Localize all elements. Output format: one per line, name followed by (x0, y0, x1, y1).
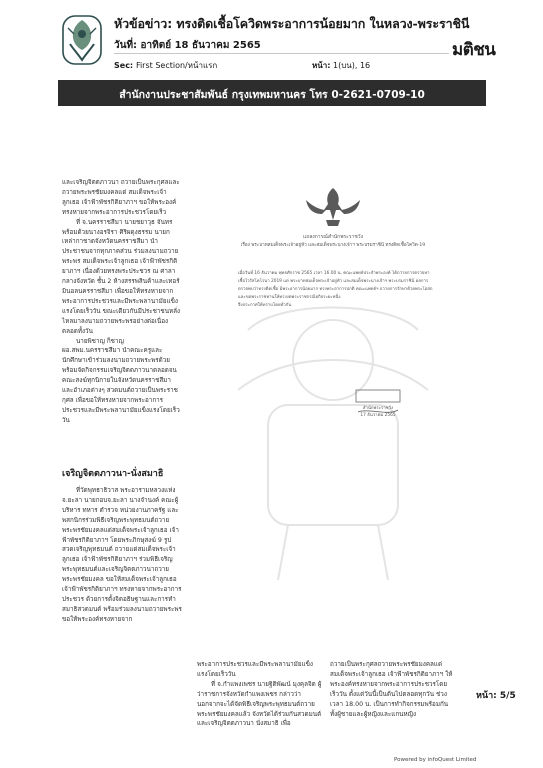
paragraph: พระอาการประชวรและมีพระพลานามัยแข็งแรงโดยเร็ววัน (197, 661, 313, 678)
royal-announcement-image (198, 180, 468, 650)
column-1-continued (62, 486, 182, 625)
agency-text: สำนักงานประชาสัมพันธ์ กรุงเทพมหานคร โทร 0-2621-0709-10 (119, 89, 425, 101)
bma-logo-icon (60, 14, 104, 66)
letter-body: เมื่อวันที่ 16 ธันวาคม พุทธศักราช 2565 เวลา 16.00 น. คณะแพทย์ประจำพระองค์ ได้ถวายการตรวจหาเชื้อไวรัสโคโรนา 2019 แด่ พระบาทสมเด็จพระเจ้าอยู่หัว และสมเด็จพระนางเจ้าฯ พระบรมราชินี ผลการตรวจพบว่าทรงติดเชื้อ มีพระอาการน้อยมาก ทรงพระอาการปกติ คณะแพทย์ฯ ถวายการรักษาด้วยพระโอสถ และขอพระราชทานให้ทรงงดพระราชกรณียกิจระยะหนึ่ง จึงประกาศให้ทราบโดยทั่วกัน (238, 271, 433, 308)
subheading: เจริญจิตตภาวนา-นั่งสมาธิ (62, 469, 164, 479)
paragraph: ที่วัดพุทธาธิวาส พระอารามหลวงแห่ง จ.ยะลา นายกอบจ.ยะลา นางจำนงค์ คณะผู้บริหาร ทหาร ตำรวจ หน่วยงานภาครัฐ และพสกนิกรร่วมพิธีเจริญพระพุทธมนต์ถวายพระพรชัยมงคลแด่สมเด็จพระเจ้าลูกเธอ เจ้าฟ้าพัชรกิติยาภาฯ โดยพระภิกษุสงฆ์ 9 รูป สวดเจริญพุทธมนต์ ถวายแด่สมเด็จพระเจ้าลูกเธอ เจ้าฟ้าพัชรกิติยาภาฯ ร่วมพิธีเจริญพระพุทธมนต์และเจริญจิตตภาวนาถวายพระพรชัยมงคล ขอให้สมเด็จพระเจ้าลูกเธอ เจ้าฟ้าพัชรกิติยาภาฯ ทรงหายจากพระอาการประชวร ด้วยการตั้งจิตอธิษฐานและการทำสมาธิสวดมนต์ พร้อมร่วมลงนามถวายพระพร ขอให้พระองค์ทรงหายจาก (62, 487, 182, 623)
column-3 (330, 660, 455, 719)
header-divider (114, 53, 449, 54)
paragraph: ที่ จ.กำแพงเพชร นายฐิติพัฒน์ มุงคุลจิต ผู้ว่าราชการจังหวัดกำแพงเพชร กล่าวว่า นอกจากจะได้จัดพิธีเจริญพระพุทธมนต์ถวายพระพรชัยมงคลแล้ว จังหวัดได้ร่วมกันสวดมนต์และเจริญจิตตภาวนา นั่งสมาธิ เพื่อ (197, 680, 322, 728)
paragraph: และเจริญจิตตภาวนา ถวายเป็นพระกุศลและถวายพระพรชัยมงคลแด่ สมเด็จพระเจ้าลูกเธอ เจ้าฟ้าพัชรกิติยาภาฯ ขอให้พระองค์ทรงหายจากพระอาการประชวรโดยเร็ว (62, 179, 180, 216)
news-page: หน้า: 1(บน), 16 (312, 61, 371, 70)
column-2 (197, 660, 322, 729)
letter-subject: เรื่อง พระบาทสมเด็จพระเจ้าอยู่หัว และสมเด็จพระนางเจ้าฯ พระบรมราชินี ทรงติดเชื้อโควิด-19 (240, 243, 426, 248)
letter-signature: สำนักพระราชวัง 17 ธันวาคม 2565 (360, 406, 396, 418)
garuda-emblem-icon (198, 180, 468, 650)
paragraph: ถวายเป็นพระกุศลถวายพระพรชัยมงคลแด่สมเด็จพระเจ้าลูกเธอ เจ้าฟ้าพัชรกิติยาภาฯ ให้พระองค์ทรงหายจากพระอาการประชวรโดยเร็ววัน ตั้งแต่วันนี้เป็นต้นไปตลอดทุกวัน ช่วงเวลา 18.00 น. เป็นการทำกิจกรรมพร้อมกันทั้งผู้ชายและผู้หญิงและแกนหญิง (330, 661, 453, 718)
agency-banner (58, 80, 486, 106)
news-title: หัวข้อข่าว: ทรงติดเชื้อโควิดพระอาการน้อยมาก ในหลวง-พระราชินี (114, 16, 470, 31)
news-section: Sec: First Section/หน้าแรก (114, 61, 218, 70)
publication-name: มติชน (452, 40, 496, 60)
news-date: วันที่: อาทิตย์ 18 ธันวาคม 2565 (114, 40, 261, 51)
letter-heading: แถลงการณ์สำนักพระราชวัง (302, 234, 364, 240)
powered-by-text: Powered by infoQuest Limited (394, 757, 477, 763)
page-number: หน้า: 5/5 (476, 691, 516, 701)
column-1 (62, 178, 182, 426)
paragraph: นายพิชาญ ก็ชาญ ผอ.สพม.นครราชสีมา นำคณะครูและนักศึกษาเข้าร่วมลงนามถวายพระพรด้วย พร้อมจัดกิจกรรมเจริญจิตตภาวนาตลอดจนคณะสงฆ์ทุกนิกายในจังหวัดนครราชสีมาและอำเภอต่างๆ สวดมนต์ถวายเป็นพระราชกุศล เพื่อขอให้ทรงหายจากพระอาการประชวรและมีพระพลานามัยแข็งแรงโดยเร็ววัน (62, 337, 180, 424)
paragraph: ที่ จ.นครราชสีมา นายชยาวุธ จันทร พร้อมด้วยนางอรจิรา ศิริผดุงธรรม นายกเหล่ากาชาดจังหวัดนครราชสีมา นำประชาชนจากทุกภาคส่วน ร่วมลงนามถวายพระพร สมเด็จพระเจ้าลูกเธอ เจ้าฟ้าพัชรกิติยาภาฯ เนื่องด้วยทรงพระประชวร ณ ศาลากลางจังหวัด ชั้น 2 ห้างสรรพสินค้าและเทอร์มินอลนครราชสีมา เพื่อขอให้ทรงหายจากพระอาการประชวรและมีพระพลานามัยแข็งแรงโดยเร็ววัน ขณะเดียวกันมีประชาชนหลั่งไหลมาลงนามถวายพระพรอย่างต่อเนื่องตลอดทั้งวัน (62, 218, 181, 335)
